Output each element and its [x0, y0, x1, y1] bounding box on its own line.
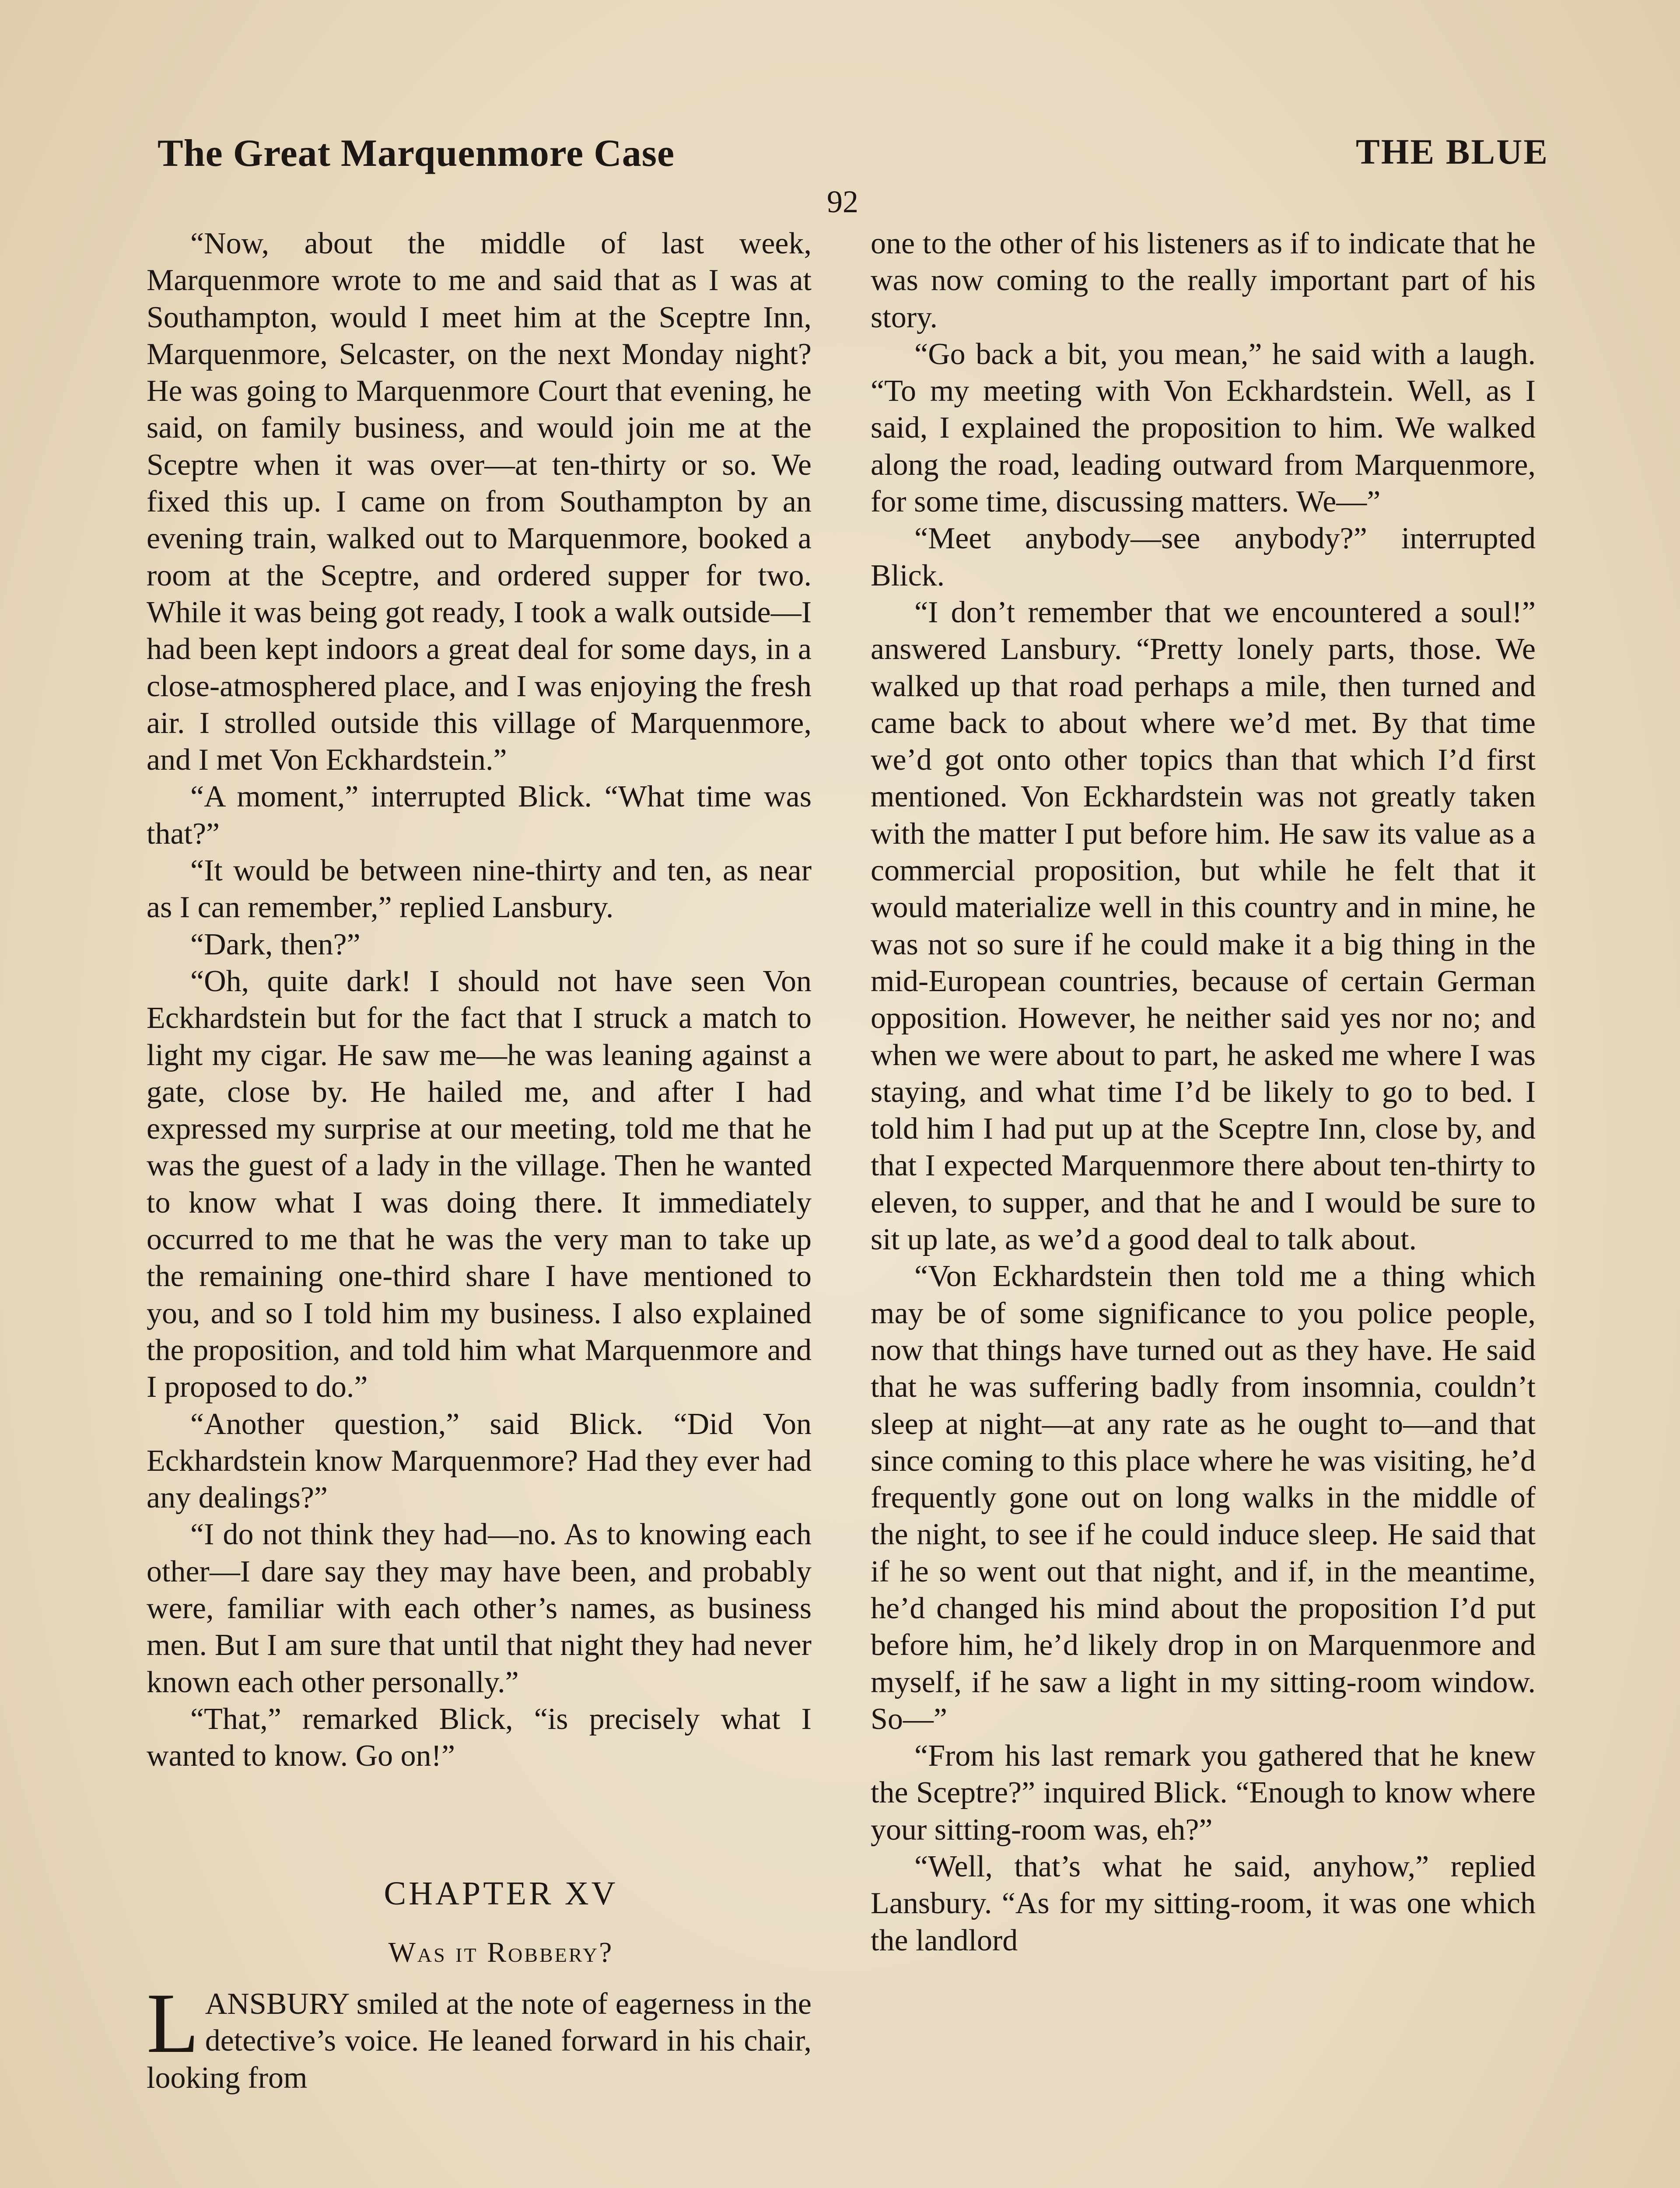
paragraph: “It would be between nine-thirty and ten, as near as I can remember,” replied Lansbury.	[147, 854, 812, 925]
paragraph: “From his last remark you gathered that he knew the Sceptre?” inquired Blick. “Enough to know where your sitting-room was, eh?”	[871, 1739, 1536, 1847]
chapter-heading: CHAPTER XV	[384, 1875, 618, 1912]
paragraph: “A moment,” interrupted Blick. “What time was that?”	[147, 780, 812, 851]
paragraph: “I do not think they had—no. As to knowing each other—I dare say they may have been, and probably were, familiar with each other’s names, as business men. But I am sure that until that night they had never known each other personally.”	[147, 1518, 812, 1699]
paragraph: “Meet anybody—see anybody?” interrupted Blick.	[871, 522, 1536, 593]
magazine-title: THE BLUE	[1356, 132, 1549, 172]
drop-cap: L	[147, 1976, 199, 2071]
paragraph: “Go back a bit, you mean,” he said with a laugh. “To my meeting with Von Eckhardstein. Well, as I said, I explained the proposition to him. We walked along the road, leading outward from Marquenmore, for some time, discussing matters. We—”	[871, 337, 1536, 519]
running-header	[158, 131, 1549, 188]
paragraph: “Another question,” said Blick. “Did Von Eckhardstein know Marquenmore? Had they ever had any dealings?”	[147, 1407, 812, 1515]
opening-paragraph	[147, 1976, 812, 2097]
left-column	[147, 225, 812, 2097]
paragraph: “Dark, then?”	[190, 927, 360, 961]
paragraph: “Now, about the middle of last week, Marquenmore wrote to me and said that as I was at Southampton, would I meet him at the Sceptre Inn, Marquenmore, Selcaster, on the next Monday night? He was going to Marquenmore Court that evening, he said, on family business, and would join me at the Sceptre when it was over—at ten-thirty or so. We fixed this up. I came on from Southampton by an evening train, walked out to Marquenmore, booked a room at the Sceptre, and ordered supper for two. While it was being got ready, I took a walk outside—I had been kept indoors a great deal for some days, in a close-atmosphered place, and I was enjoying the fresh air. I strolled outside this village of Marquenmore, and I met Von Eckhardstein.”	[147, 227, 812, 777]
chapter-subtitle: Was it Robbery?	[388, 1936, 614, 1968]
paragraph: “I don’t remember that we encountered a soul!” answered Lansbury. “Pretty lonely parts, those. We walked up that road perhaps a mile, then turned and came back to about where we’d met. By that time we’d got onto other topics than that which I’d first mentioned. Von Eckhardstein was not greatly taken with the matter I put before him. He saw its value as a commercial proposition, but while he felt that it would materialize well in this country and in mine, he was not so sure if he could make it a big thing in the mid-European countries, because of certain German opposition. However, he neither said yes nor no; and when we were about to part, he asked me where I was staying, and what time I’d be likely to go to bed. I told him I had put up at the Sceptre Inn, close by, and that I expected Marquenmore there about ten-thirty to eleven, to supper, and that he and I would be sure to sit up late, as we’d a good deal to talk about.	[871, 595, 1536, 1257]
page-number: 92	[827, 184, 858, 219]
paragraph: “Von Eckhardstein then told me a thing which may be of some significance to you police people, now that things have turned out as they have. He said that he was suffering badly from insomnia, couldn’t sleep at night—at any rate as he ought to—and that since coming to this place where he was visiting, he’d frequently gone out on long walks in the middle of the night, to see if he could induce sleep. He said that if he so went out that night, and if, in the meantime, he’d changed his mind about the proposition I’d put before him, he’d likely drop in on Marquenmore and myself, if he saw a light in my sitting-room window. So—”	[871, 1259, 1536, 1736]
story-title: The Great Marquenmore Case	[158, 132, 675, 175]
paragraph: “That,” remarked Blick, “is precisely what I wanted to know. Go on!”	[147, 1702, 812, 1773]
paragraph: one to the other of his listeners as if to indicate that he was now coming to the really important part of his story.	[871, 227, 1536, 334]
paragraph: “Oh, quite dark! I should not have seen Von Eckhardstein but for the fact that I struck a match to light my cigar. He saw me—he was leaning against a gate, close by. He hailed me, and after I had expressed my surprise at our meeting, told me that he was the guest of a lady in the village. Then he wanted to know what I was doing there. It immediately occurred to me that he was the very man to take up the remaining one-third share I have mentioned to you, and so I told him my business. I also explained the proposition, and told him what Marquenmore and I proposed to do.”	[147, 964, 812, 1404]
right-column	[871, 225, 1536, 1959]
opening-paragraph-text: ANSBURY smiled at the note of eagerness in the detective’s voice. He leaned forward in his chair, looking from	[147, 1987, 812, 2095]
paragraph: “Well, that’s what he said, anyhow,” replied Lansbury. “As for my sitting-room, it was one which the landlord	[871, 1850, 1536, 1957]
